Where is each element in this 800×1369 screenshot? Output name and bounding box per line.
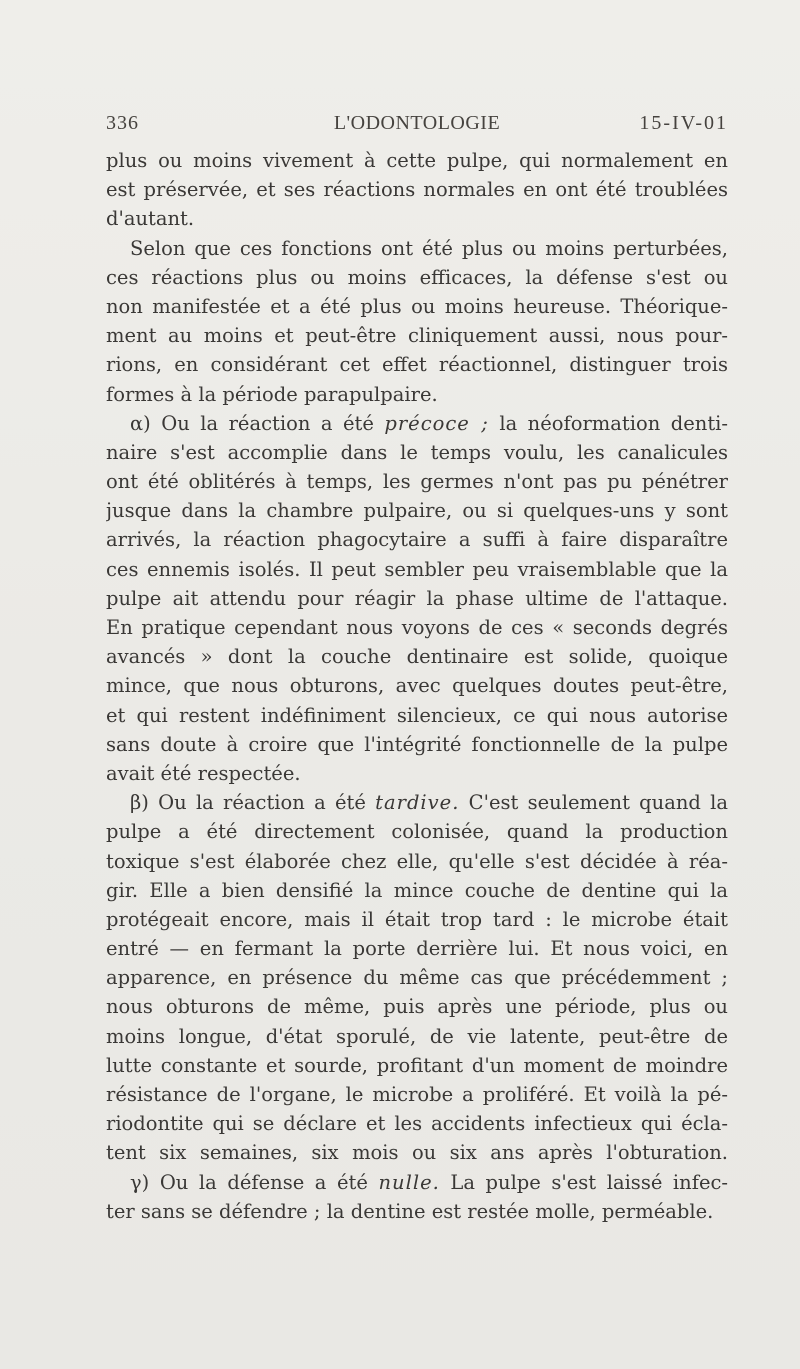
text-line: pulpe ait attendu pour réagir la phase ultime de l'attaque. (106, 586, 728, 610)
text-line: Selon que ces fonctions ont été plus ou moins perturbées, (130, 236, 728, 260)
line-text: β) Ou la réaction a été (130, 791, 376, 815)
text-line: mince, que nous obturons, avec quelques doutes peut-être, (106, 674, 728, 698)
line-text: la néoformation denti- (488, 411, 728, 435)
text-line: avancés » dont la couche dentinaire est solide, quoique (106, 645, 728, 669)
text-line: non manifestée et a été plus ou moins heureuse. Théorique- (106, 294, 728, 318)
text-line: riodontite qui se déclare et les accidents infectieux qui écla- (106, 1112, 728, 1136)
line-text: C'est seulement quand la (459, 791, 728, 815)
line-text: La pulpe s'est laissé infec- (439, 1170, 728, 1194)
issue-date: 15-IV-01 (639, 112, 728, 134)
text-line: avait été respectée. (106, 761, 301, 785)
text-line: et qui restent indéfiniment silencieux, ce qui nous autorise (106, 703, 728, 727)
italic-term: précoce ; (384, 411, 489, 435)
text-line: ter sans se défendre ; la dentine est restée molle, perméable. (106, 1199, 714, 1223)
text-line: rions, en considérant cet effet réactionnel, distinguer trois (106, 353, 728, 377)
text-line: moins longue, d'état sporulé, de vie latente, peut-être de (106, 1024, 728, 1048)
running-head (106, 112, 728, 142)
text-line: protégeait encore, mais il était trop tard : le microbe était (106, 907, 728, 931)
text-line: entré — en fermant la porte derrière lui. Et nous voici, en (106, 937, 728, 961)
text-line: arrivés, la réaction phagocytaire a suffi à faire disparaître (106, 528, 728, 552)
text-line: jusque dans la chambre pulpaire, ou si quelques-uns y sont (106, 499, 728, 523)
text-line: pulpe a été directement colonisée, quand la production (106, 820, 728, 844)
text-line (106, 1168, 728, 1197)
italic-term: tardive. (375, 791, 460, 815)
text-line (106, 409, 728, 438)
text-line: formes à la période parapulpaire. (106, 382, 438, 406)
text-line: naire s'est accomplie dans le temps voulu, les canalicules (106, 440, 728, 464)
text-line (106, 788, 728, 817)
text-line: nous obturons de même, puis après une période, plus ou (106, 995, 728, 1019)
italic-term: nulle. (378, 1170, 440, 1194)
text-line: ont été oblitérés à temps, les germes n'ont pas pu pénétrer (106, 470, 728, 494)
line-text: α) Ou la réaction a été (130, 411, 385, 435)
text-line: ces réactions plus ou moins efficaces, la défense s'est ou (106, 265, 728, 289)
journal-title: L'ODONTOLOGIE (333, 112, 501, 134)
text-line: ces ennemis isolés. Il peut sembler peu vraisemblable que la (106, 557, 728, 581)
text-line: gir. Elle a bien densifié la mince couche de dentine qui la (106, 878, 728, 902)
text-line: résistance de l'organe, le microbe a proliféré. Et voilà la pé- (106, 1083, 728, 1106)
text-line: sans doute à croire que l'intégrité fonctionnelle de la pulpe (106, 732, 728, 756)
text-line: ment au moins et peut-être cliniquement aussi, nous pour- (106, 324, 728, 348)
text-line: lutte constante et sourde, profitant d'un moment de moindre (106, 1053, 728, 1077)
text-line: est préservée, et ses réactions normales en ont été troublées (106, 178, 728, 202)
text-line: En pratique cependant nous voyons de ces « seconds degrés (106, 616, 728, 639)
page-number: 336 (106, 112, 139, 134)
text-line: tent six semaines, six mois ou six ans après l'obturation. (106, 1141, 728, 1165)
text-line: apparence, en présence du même cas que précédemment ; (106, 966, 728, 990)
line-text: γ) Ou la défense a été (130, 1170, 379, 1194)
text-line: plus ou moins vivement à cette pulpe, qui normalement en (106, 149, 728, 172)
text-line: toxique s'est élaborée chez elle, qu'elle s'est décidée à réa- (106, 849, 728, 873)
text-line: d'autant. (106, 207, 195, 231)
body-text (106, 146, 728, 1226)
